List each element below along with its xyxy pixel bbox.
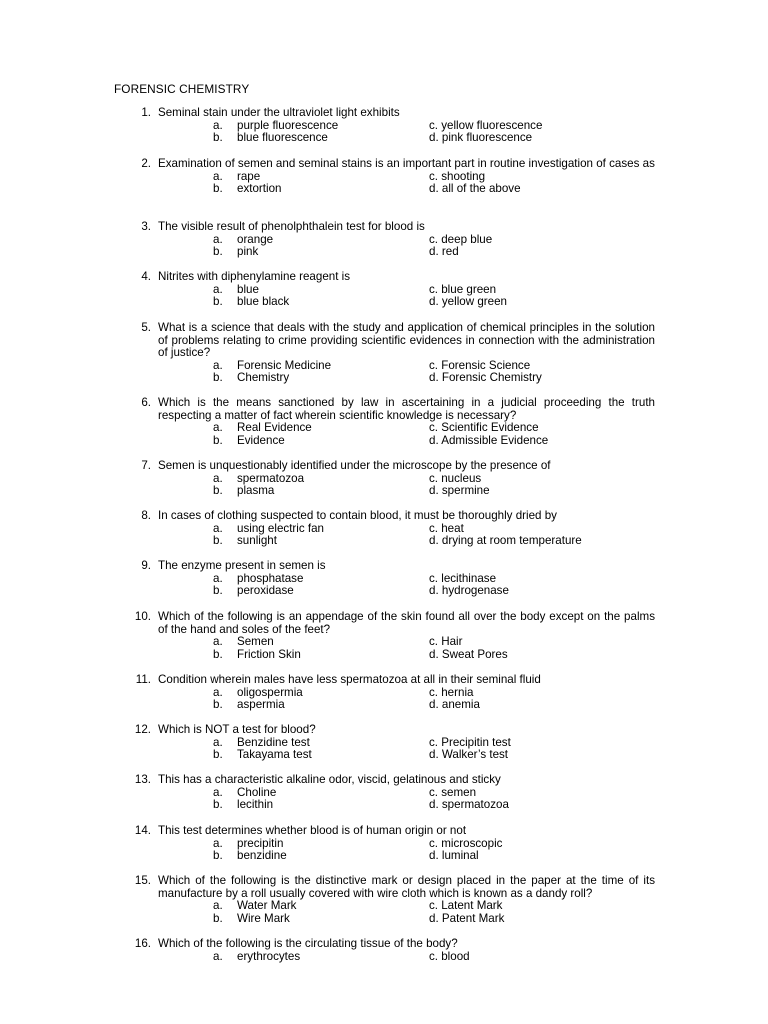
option-letter: b. [213,245,223,259]
option-row [0,535,768,548]
document-title: FORENSIC CHEMISTRY [114,82,250,96]
option-row [0,485,768,498]
option-letter: b. [213,433,223,447]
question-text: Which of the following is the circulating tissue of the body? [158,937,458,950]
option-text: plasma [237,484,275,498]
option-row [0,234,768,247]
option-text: precipitin [237,836,284,850]
option-text: aspermia [237,698,285,712]
option-d: d. all of the above [429,182,521,196]
option-text: blue fluorescence [237,131,328,145]
question-text: This test determines whether blood is of human origin or not [158,824,467,837]
option-text: spermatozoa [237,471,305,485]
option-a [213,422,429,435]
option-letter: b. [213,698,223,712]
question-text: In cases of clothing suspected to contain blood, it must be thoroughly dried by [158,509,557,522]
option-d: d. spermatozoa [429,798,509,812]
question-number: 9. [141,559,151,572]
option-text: oligospermia [237,685,303,699]
option-text: lecithin [237,798,274,812]
option-row [0,799,768,812]
option-row [0,699,768,712]
option-b [213,372,429,385]
option-letter: b. [213,798,223,812]
option-row [0,360,768,373]
option-c: c. hernia [429,685,474,699]
option-row [0,838,768,851]
option-text: Choline [237,785,277,799]
option-text: Takayama test [237,748,312,762]
option-row [0,246,768,259]
question-3 [0,221,768,259]
option-b [213,435,429,448]
option-row [0,749,768,762]
option-d: d. hydrogenase [429,584,509,598]
option-d: d. Sweat Pores [429,647,508,661]
option-text: Wire Mark [237,911,290,925]
option-a [213,900,429,913]
option-c: c. lecithinase [429,571,497,585]
question-number: 8. [141,509,151,522]
question-9 [0,560,768,598]
question-text: This has a characteristic alkaline odor, viscid, gelatinous and sticky [158,773,501,786]
question-text: Nitrites with diphenylamine reagent is [158,270,351,283]
option-text: purple fluorescence [237,118,339,132]
option-letter: a. [213,571,223,585]
option-b [213,649,429,662]
question-7 [0,460,768,498]
option-b [213,296,429,309]
option-b [213,585,429,598]
option-a [213,951,429,964]
question-number: 12. [134,723,151,736]
question-2 [0,158,768,196]
option-text: erythrocytes [237,949,301,963]
question-6 [0,397,768,447]
option-text: peroxidase [237,584,294,598]
option-b [213,485,429,498]
option-letter: a. [213,471,223,485]
option-row [0,636,768,649]
option-d: d. yellow green [429,295,507,309]
question-text: Which is the means sanctioned by law in ascertaining in a judicial proceeding the truth respecting a matter of fact wherein scientific knowledge is necessary? [158,396,655,422]
question-5 [0,322,768,385]
option-c: c. Hair [429,635,463,649]
option-row [0,951,768,964]
option-row [0,183,768,196]
question-12 [0,724,768,762]
option-a [213,636,429,649]
question-number: 1. [141,106,151,119]
option-d: d. luminal [429,849,479,863]
option-row [0,850,768,863]
option-row [0,913,768,926]
option-row [0,585,768,598]
option-c: c. microscopic [429,836,503,850]
option-text: orange [237,232,274,246]
option-text: blue black [237,295,290,309]
option-letter: b. [213,182,223,196]
option-letter: b. [213,647,223,661]
option-letter: b. [213,484,223,498]
option-letter: b. [213,131,223,145]
option-row [0,422,768,435]
option-row [0,900,768,913]
option-text: Benzidine test [237,735,310,749]
option-letter: b. [213,911,223,925]
option-text: blue [237,282,259,296]
question-text: Condition wherein males have less spermatozoa at all in their seminal fluid [158,673,541,686]
option-text: sunlight [237,534,277,548]
option-text: Water Mark [237,899,297,913]
option-d: d. spermine [429,484,490,498]
question-text: Which of the following is the distinctive mark or design placed in the paper at the time of its manufacture by a roll usually covered with wire cloth which is known as a dandy roll? [158,874,655,900]
option-text: phosphatase [237,571,304,585]
option-letter: a. [213,232,223,246]
question-text: Examination of semen and seminal stains is an important part in routine investigation of cases as [158,157,655,170]
option-letter: a. [213,635,223,649]
option-letter: a. [213,282,223,296]
option-text: extortion [237,182,282,196]
question-number: 3. [141,220,151,233]
option-b [213,913,429,926]
option-letter: a. [213,521,223,535]
question-text: Semen is unquestionably identified under the microscope by the presence of [158,459,551,472]
option-letter: a. [213,421,223,435]
question-number: 14. [134,824,151,837]
option-c: c. deep blue [429,232,493,246]
option-text: Semen [237,635,274,649]
option-text: Real Evidence [237,421,312,435]
option-letter: b. [213,748,223,762]
option-row [0,523,768,536]
option-text: benzidine [237,849,287,863]
option-letter: a. [213,785,223,799]
option-letter: b. [213,295,223,309]
option-c: c. nucleus [429,471,482,485]
option-row [0,573,768,586]
question-14 [0,825,768,863]
option-b [213,749,429,762]
option-b [213,699,429,712]
option-b [213,132,429,145]
question-text: Seminal stain under the ultraviolet light exhibits [158,106,400,119]
question-8 [0,510,768,548]
option-letter: a. [213,949,223,963]
option-c: c. Latent Mark [429,899,503,913]
option-text: rape [237,169,261,183]
question-number: 16. [134,937,151,950]
question-number: 13. [134,773,151,786]
option-c: c. Precipitin test [429,735,511,749]
question-number: 4. [141,270,151,283]
option-c: c. Forensic Science [429,358,531,372]
option-letter: a. [213,169,223,183]
option-letter: a. [213,358,223,372]
option-letter: a. [213,899,223,913]
question-number: 7. [141,459,151,472]
option-c: c. yellow fluorescence [429,118,543,132]
question-number: 5. [141,321,151,334]
question-16 [0,938,768,963]
option-row [0,171,768,184]
option-letter: b. [213,371,223,385]
option-row [0,372,768,385]
question-number: 15. [134,874,151,887]
question-11 [0,674,768,712]
option-b [213,535,429,548]
option-b [213,183,429,196]
option-text: Friction Skin [237,647,301,661]
question-text: The enzyme present in semen is [158,559,326,572]
question-number: 11. [135,673,151,686]
option-row [0,787,768,800]
question-text: The visible result of phenolphthalein test for blood is [158,220,425,233]
option-c: c. shooting [429,169,486,183]
option-row [0,737,768,750]
option-row [0,649,768,662]
question-4 [0,271,768,309]
option-d: d. Admissible Evidence [429,433,549,447]
question-text: Which is NOT a test for blood? [158,723,316,736]
question-text: Which of the following is an appendage of the skin found all over the body except on the palms of the hand and soles of the feet? [158,610,655,636]
option-letter: a. [213,735,223,749]
option-c: c. blood [429,949,470,963]
option-row [0,284,768,297]
option-b [213,850,429,863]
question-number: 2. [141,157,151,170]
option-d: d. Patent Mark [429,911,505,925]
option-text: pink [237,245,259,259]
option-letter: b. [213,849,223,863]
option-letter: a. [213,685,223,699]
option-row [0,473,768,486]
option-row [0,120,768,133]
option-d: d. pink fluorescence [429,131,533,145]
option-row [0,435,768,448]
question-15 [0,875,768,925]
option-letter: b. [213,584,223,598]
option-letter: a. [213,118,223,132]
option-c: c. blue green [429,282,497,296]
option-c: c. Scientific Evidence [429,421,539,435]
option-text: Evidence [237,433,285,447]
question-text: What is a science that deals with the study and application of chemical principles in the solution of problems relating to crime providing scientific evidences in connection with the administration of justice? [158,321,655,360]
option-d: d. red [429,245,459,259]
question-number: 6. [141,396,151,409]
option-text: using electric fan [237,521,324,535]
question-1 [0,107,768,145]
option-row [0,687,768,700]
option-b [213,246,429,259]
option-c: c. heat [429,521,464,535]
option-d: d. anemia [429,698,480,712]
option-c: c. semen [429,785,477,799]
option-letter: b. [213,534,223,548]
option-d: d. Walker’s test [429,748,509,762]
question-10 [0,611,768,661]
option-row [0,132,768,145]
option-text: Chemistry [237,371,290,385]
option-row [0,296,768,309]
question-13 [0,774,768,812]
option-d: d. drying at room temperature [429,534,582,548]
question-number: 10. [134,610,151,623]
option-letter: a. [213,836,223,850]
option-text: Forensic Medicine [237,358,332,372]
option-b [213,799,429,812]
option-d: d. Forensic Chemistry [429,371,542,385]
